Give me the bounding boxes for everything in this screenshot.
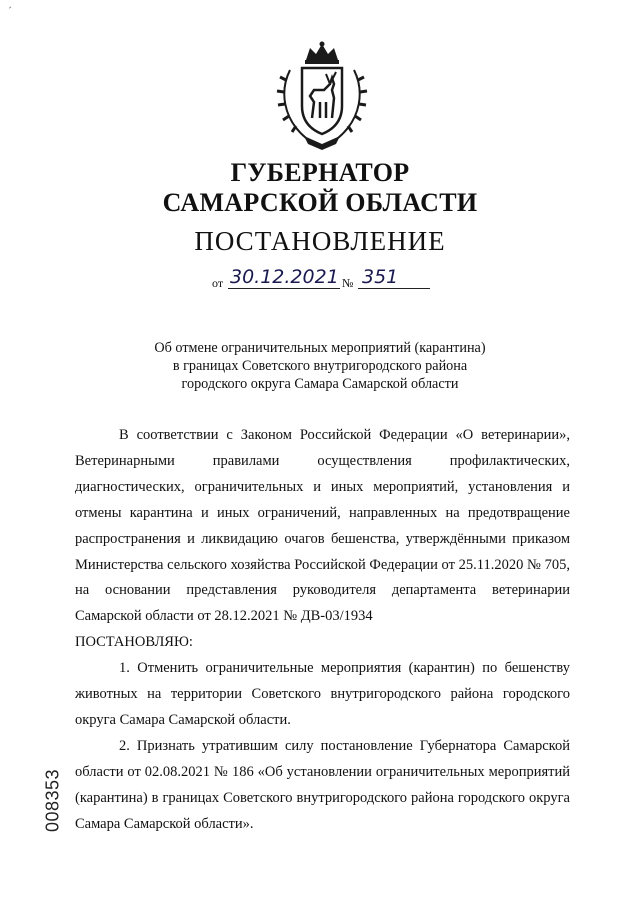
preamble-paragraph: В соответствии с Законом Российской Федерации «О ветеринарии», Ветеринарными правилами осуществления профилактических, диагностических, ограничительных и иных мероприятий, установления и отмены карантина и иных ограничений, направленных на предотвращение распространения и ликвидацию очагов бешенства, утверждёнными приказом Министерства сельского хозяйства Российской Федерации от 25.11.2020 № 705, на основании представления руководителя департамента ветеринарии Самарской области от 28.12.2021 № ДВ-03/1934: [75, 427, 570, 625]
date-from-label: от: [212, 276, 224, 290]
issuing-authority: [0, 158, 640, 218]
margin-stamp-number: 008353: [42, 768, 63, 833]
date-number-line: [212, 266, 442, 292]
document-body: [75, 423, 570, 838]
margin-registration-stamp: [22, 766, 82, 836]
subject-line-2: в границах Советского внутригородского района: [172, 358, 468, 374]
authority-line-2: САМАРСКОЙ ОБЛАСТИ: [162, 188, 478, 217]
handwritten-date: 30.12.2021: [230, 266, 339, 288]
decision-item-2: 2. Признать утратившим силу постановление Губернатора Самарской области от 02.08.2021 № 186 «Об установлении ограничительных мероприятий (карантина) в границах Советского внутригородского района городского округа Самара Самарской области».: [75, 737, 570, 832]
number-underline: [358, 288, 430, 289]
number-label: №: [342, 276, 354, 290]
subject-line-3: городского округа Самара Самарской области: [181, 376, 459, 392]
decree-word: ПОСТАНОВЛЯЮ:: [75, 634, 193, 651]
authority-line-1: ГУБЕРНАТОР: [230, 158, 410, 187]
corner-scan-mark: ˊ: [8, 4, 12, 18]
decision-item-1: 1. Отменить ограничительные мероприятия (карантин) по бешенству животных на территории Советского внутригородского района городского округа Самара Самарской области.: [75, 660, 570, 728]
date-underline: [228, 288, 340, 289]
document-type-title: ПОСТАНОВЛЕНИЕ: [194, 226, 446, 256]
subject-line-1: Об отмене ограничительных мероприятий (карантина): [154, 340, 486, 356]
coat-of-arms-emblem: [276, 40, 368, 152]
document-subject: [80, 339, 560, 393]
handwritten-number: 351: [362, 266, 399, 288]
